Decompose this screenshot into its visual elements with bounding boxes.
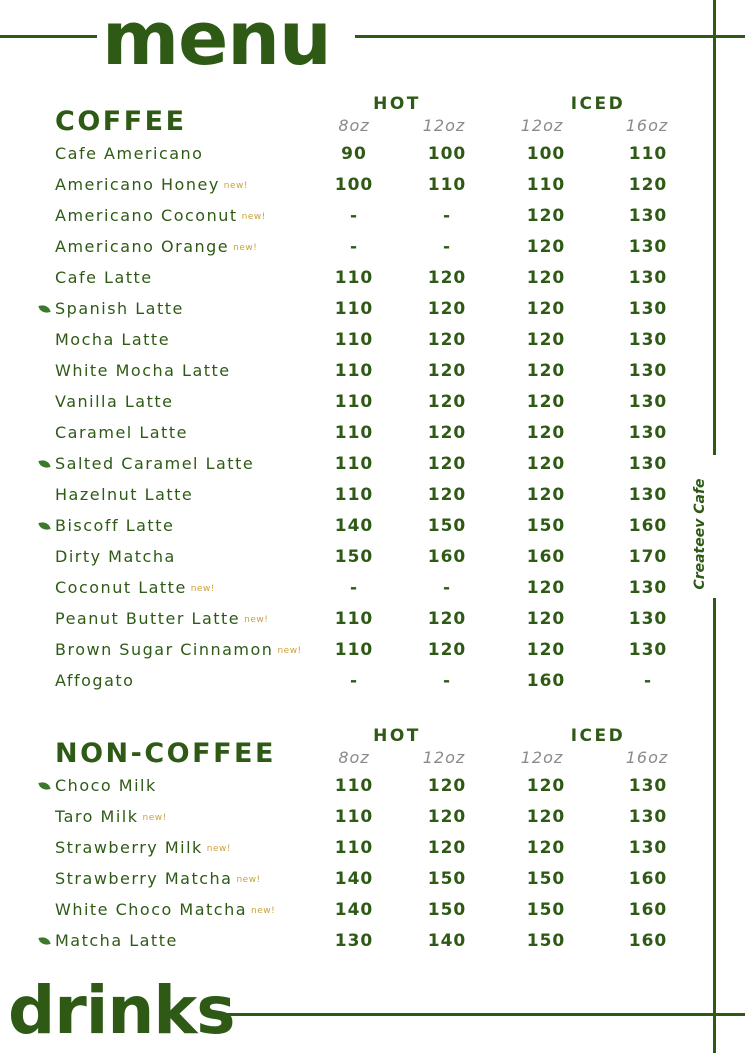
- price-iced-16oz: 110: [628, 144, 668, 164]
- item-name-text: Brown Sugar Cinnamon: [55, 640, 274, 659]
- leaf-icon: [38, 781, 50, 791]
- price-iced-16oz: 160: [628, 931, 668, 951]
- price-hot-12oz: 120: [427, 361, 467, 381]
- size-label-iced-large: 16oz: [625, 748, 669, 767]
- price-iced-16oz: -: [643, 671, 653, 691]
- price-iced-12oz: 120: [526, 609, 566, 629]
- price-hot-8oz: 130: [334, 931, 374, 951]
- price-iced-16oz: 130: [628, 807, 668, 827]
- price-iced-12oz: 120: [526, 206, 566, 226]
- footer-rule: [225, 1013, 745, 1016]
- price-hot-8oz: 140: [334, 900, 374, 920]
- price-hot-8oz: 90: [341, 144, 367, 164]
- price-iced-12oz: 150: [526, 869, 566, 889]
- menu-item-row: [0, 297, 713, 328]
- price-iced-12oz: 120: [526, 361, 566, 381]
- item-name: [55, 578, 215, 597]
- section-title-coffee: COFFEE: [55, 106, 187, 137]
- item-name-text: Caramel Latte: [55, 423, 188, 442]
- item-name: [55, 931, 178, 950]
- price-hot-12oz: 150: [427, 869, 467, 889]
- item-name: [55, 268, 153, 287]
- price-iced-12oz: 120: [526, 776, 566, 796]
- menu-item-row: [0, 266, 713, 297]
- price-iced-12oz: 120: [526, 807, 566, 827]
- item-name-text: Peanut Butter Latte: [55, 609, 241, 628]
- menu-item-row: [0, 774, 713, 805]
- size-label-iced-large: 16oz: [625, 116, 669, 135]
- price-hot-12oz: 120: [427, 609, 467, 629]
- item-name: [55, 547, 176, 566]
- menu-item-row: [0, 483, 713, 514]
- item-name-text: White Choco Matcha: [55, 900, 248, 919]
- side-rule-top: [713, 0, 716, 455]
- price-hot-12oz: 110: [427, 175, 467, 195]
- price-iced-16oz: 130: [628, 578, 668, 598]
- menu-item-row: [0, 452, 713, 483]
- item-name-text: Taro Milk: [55, 807, 139, 826]
- item-name: [55, 485, 193, 504]
- menu-item-row: [0, 173, 713, 204]
- price-hot-12oz: 120: [427, 776, 467, 796]
- price-hot-8oz: 140: [334, 516, 374, 536]
- price-hot-12oz: 120: [427, 838, 467, 858]
- price-iced-16oz: 130: [628, 206, 668, 226]
- price-hot-8oz: 110: [334, 423, 374, 443]
- price-iced-16oz: 130: [628, 268, 668, 288]
- price-iced-12oz: 120: [526, 299, 566, 319]
- price-hot-12oz: 140: [427, 931, 467, 951]
- hot-label: HOT: [373, 726, 421, 746]
- price-hot-12oz: 120: [427, 807, 467, 827]
- price-hot-8oz: 110: [334, 807, 374, 827]
- item-name-text: Hazelnut Latte: [55, 485, 194, 504]
- size-label-hot-small: 8oz: [338, 116, 370, 135]
- new-badge: new!: [190, 584, 216, 594]
- price-hot-8oz: 150: [334, 547, 374, 567]
- leaf-icon: [38, 521, 50, 531]
- price-iced-16oz: 130: [628, 776, 668, 796]
- price-hot-8oz: -: [349, 578, 359, 598]
- price-iced-12oz: 120: [526, 392, 566, 412]
- size-label-iced-small: 12oz: [520, 116, 564, 135]
- leaf-icon: [38, 304, 50, 314]
- price-hot-12oz: -: [442, 237, 452, 257]
- new-badge: new!: [223, 181, 249, 191]
- price-iced-16oz: 130: [628, 609, 668, 629]
- item-name: [55, 361, 231, 380]
- iced-label: ICED: [570, 94, 626, 114]
- leaf-icon: [38, 936, 50, 946]
- price-hot-8oz: -: [349, 237, 359, 257]
- new-badge: new!: [251, 906, 276, 916]
- hot-label: HOT: [373, 94, 421, 114]
- price-iced-12oz: 150: [526, 931, 566, 951]
- item-name: [55, 454, 254, 473]
- menu-title: menu: [102, 0, 331, 82]
- item-name: [55, 330, 170, 349]
- item-name-text: Mocha Latte: [55, 330, 171, 349]
- menu-item-row: [0, 421, 713, 452]
- price-iced-16oz: 160: [628, 869, 668, 889]
- price-iced-12oz: 120: [526, 454, 566, 474]
- menu-item-row: [0, 867, 713, 898]
- drinks-title: drinks: [8, 972, 235, 1049]
- price-hot-12oz: 120: [427, 392, 467, 412]
- menu-item-row: [0, 576, 713, 607]
- menu-item-row: [0, 142, 713, 173]
- item-name: [55, 423, 188, 442]
- price-hot-12oz: 160: [427, 547, 467, 567]
- item-name-text: Vanilla Latte: [55, 392, 174, 411]
- price-hot-8oz: 110: [334, 485, 374, 505]
- price-hot-8oz: 110: [334, 299, 374, 319]
- iced-label: ICED: [570, 726, 626, 746]
- menu-item-row: [0, 514, 713, 545]
- item-name-text: Matcha Latte: [55, 931, 178, 950]
- price-hot-8oz: 100: [334, 175, 374, 195]
- item-name-text: Cafe Americano: [55, 144, 204, 163]
- price-hot-12oz: -: [442, 206, 452, 226]
- header-rule-left: [0, 35, 97, 38]
- leaf-icon: [38, 459, 50, 469]
- menu-item-row: [0, 235, 713, 266]
- item-name: [55, 237, 257, 256]
- price-hot-12oz: 120: [427, 485, 467, 505]
- price-iced-16oz: 120: [628, 175, 668, 195]
- price-hot-8oz: 110: [334, 838, 374, 858]
- price-hot-8oz: 110: [334, 268, 374, 288]
- price-iced-16oz: 160: [628, 516, 668, 536]
- price-hot-12oz: 120: [427, 299, 467, 319]
- item-name: [55, 807, 167, 826]
- new-badge: new!: [142, 813, 167, 823]
- item-name: [55, 640, 302, 659]
- item-name-text: Americano Coconut: [55, 206, 238, 225]
- price-iced-12oz: 120: [526, 330, 566, 350]
- price-iced-16oz: 130: [628, 361, 668, 381]
- menu-item-row: [0, 545, 713, 576]
- item-name-text: Cafe Latte: [55, 268, 153, 287]
- price-hot-8oz: 110: [334, 640, 374, 660]
- price-iced-16oz: 130: [628, 237, 668, 257]
- price-iced-16oz: 130: [628, 392, 668, 412]
- item-name-text: Spanish Latte: [55, 299, 184, 318]
- item-name: [55, 175, 248, 194]
- item-name: [55, 206, 266, 225]
- new-badge: new!: [206, 844, 232, 854]
- price-iced-16oz: 170: [628, 547, 668, 567]
- item-name-text: Strawberry Matcha: [55, 869, 233, 888]
- price-hot-12oz: 150: [427, 516, 467, 536]
- price-iced-12oz: 110: [526, 175, 566, 195]
- item-name-text: White Mocha Latte: [55, 361, 231, 380]
- brand-name: Createev Cafe: [692, 469, 708, 599]
- menu-item-row: [0, 390, 713, 421]
- price-hot-8oz: 110: [334, 776, 374, 796]
- item-name: [55, 671, 134, 690]
- price-iced-12oz: 120: [526, 640, 566, 660]
- price-iced-12oz: 150: [526, 900, 566, 920]
- price-hot-12oz: 120: [427, 454, 467, 474]
- price-hot-12oz: 120: [427, 268, 467, 288]
- price-iced-12oz: 120: [526, 578, 566, 598]
- size-label-iced-small: 12oz: [520, 748, 564, 767]
- item-name-text: Coconut Latte: [55, 578, 187, 597]
- item-name: [55, 392, 173, 411]
- price-iced-12oz: 160: [526, 671, 566, 691]
- side-rule-bottom: [713, 598, 716, 1053]
- menu-item-row: [0, 638, 713, 669]
- menu-item-row: [0, 607, 713, 638]
- new-badge: new!: [277, 646, 302, 656]
- menu-item-row: [0, 898, 713, 929]
- new-badge: new!: [236, 875, 261, 885]
- price-hot-8oz: -: [349, 671, 359, 691]
- menu-item-row: [0, 805, 713, 836]
- new-badge: new!: [244, 615, 269, 625]
- price-iced-16oz: 130: [628, 485, 668, 505]
- item-name: [55, 609, 268, 628]
- item-name: [55, 516, 174, 535]
- menu-item-row: [0, 836, 713, 867]
- price-iced-16oz: 160: [628, 900, 668, 920]
- item-name-text: Strawberry Milk: [55, 838, 203, 857]
- price-iced-12oz: 120: [526, 268, 566, 288]
- menu-item-row: [0, 328, 713, 359]
- item-name-text: Americano Orange: [55, 237, 230, 256]
- price-iced-12oz: 100: [526, 144, 566, 164]
- price-hot-12oz: 120: [427, 423, 467, 443]
- price-iced-12oz: 120: [526, 423, 566, 443]
- price-hot-12oz: -: [442, 578, 452, 598]
- price-iced-16oz: 130: [628, 299, 668, 319]
- size-label-hot-small: 8oz: [338, 748, 370, 767]
- price-iced-12oz: 120: [526, 838, 566, 858]
- item-name-text: Americano Honey: [55, 175, 220, 194]
- price-hot-12oz: 120: [427, 640, 467, 660]
- menu-item-row: [0, 359, 713, 390]
- item-name: [55, 144, 203, 163]
- price-hot-8oz: 110: [334, 609, 374, 629]
- item-name-text: Dirty Matcha: [55, 547, 176, 566]
- new-badge: new!: [233, 243, 258, 253]
- price-hot-12oz: 150: [427, 900, 467, 920]
- size-label-hot-large: 12oz: [422, 116, 466, 135]
- item-name: [55, 776, 157, 795]
- item-name: [55, 299, 184, 318]
- item-name: [55, 869, 261, 888]
- price-iced-12oz: 120: [526, 485, 566, 505]
- item-name: [55, 838, 231, 857]
- item-name: [55, 900, 275, 919]
- item-name-text: Salted Caramel Latte: [55, 454, 255, 473]
- price-iced-12oz: 150: [526, 516, 566, 536]
- price-hot-12oz: 120: [427, 330, 467, 350]
- coffee-item-list: [0, 142, 713, 700]
- price-iced-16oz: 130: [628, 640, 668, 660]
- item-name-text: Biscoff Latte: [55, 516, 175, 535]
- price-iced-16oz: 130: [628, 454, 668, 474]
- price-iced-16oz: 130: [628, 838, 668, 858]
- new-badge: new!: [241, 212, 266, 222]
- menu-item-row: [0, 929, 713, 960]
- price-hot-12oz: -: [442, 671, 452, 691]
- menu-item-row: [0, 669, 713, 700]
- price-iced-12oz: 160: [526, 547, 566, 567]
- price-iced-16oz: 130: [628, 423, 668, 443]
- price-hot-8oz: 110: [334, 330, 374, 350]
- price-hot-8oz: 140: [334, 869, 374, 889]
- price-hot-8oz: 110: [334, 361, 374, 381]
- header-rule-right: [355, 35, 745, 38]
- price-hot-8oz: 110: [334, 392, 374, 412]
- item-name-text: Choco Milk: [55, 776, 157, 795]
- item-name-text: Affogato: [55, 671, 135, 690]
- menu-item-row: [0, 204, 713, 235]
- price-hot-12oz: 100: [427, 144, 467, 164]
- price-hot-8oz: -: [349, 206, 359, 226]
- section-title-noncoffee: NON-COFFEE: [55, 738, 276, 769]
- price-iced-12oz: 120: [526, 237, 566, 257]
- noncoffee-item-list: [0, 774, 713, 960]
- price-iced-16oz: 130: [628, 330, 668, 350]
- price-hot-8oz: 110: [334, 454, 374, 474]
- size-label-hot-large: 12oz: [422, 748, 466, 767]
